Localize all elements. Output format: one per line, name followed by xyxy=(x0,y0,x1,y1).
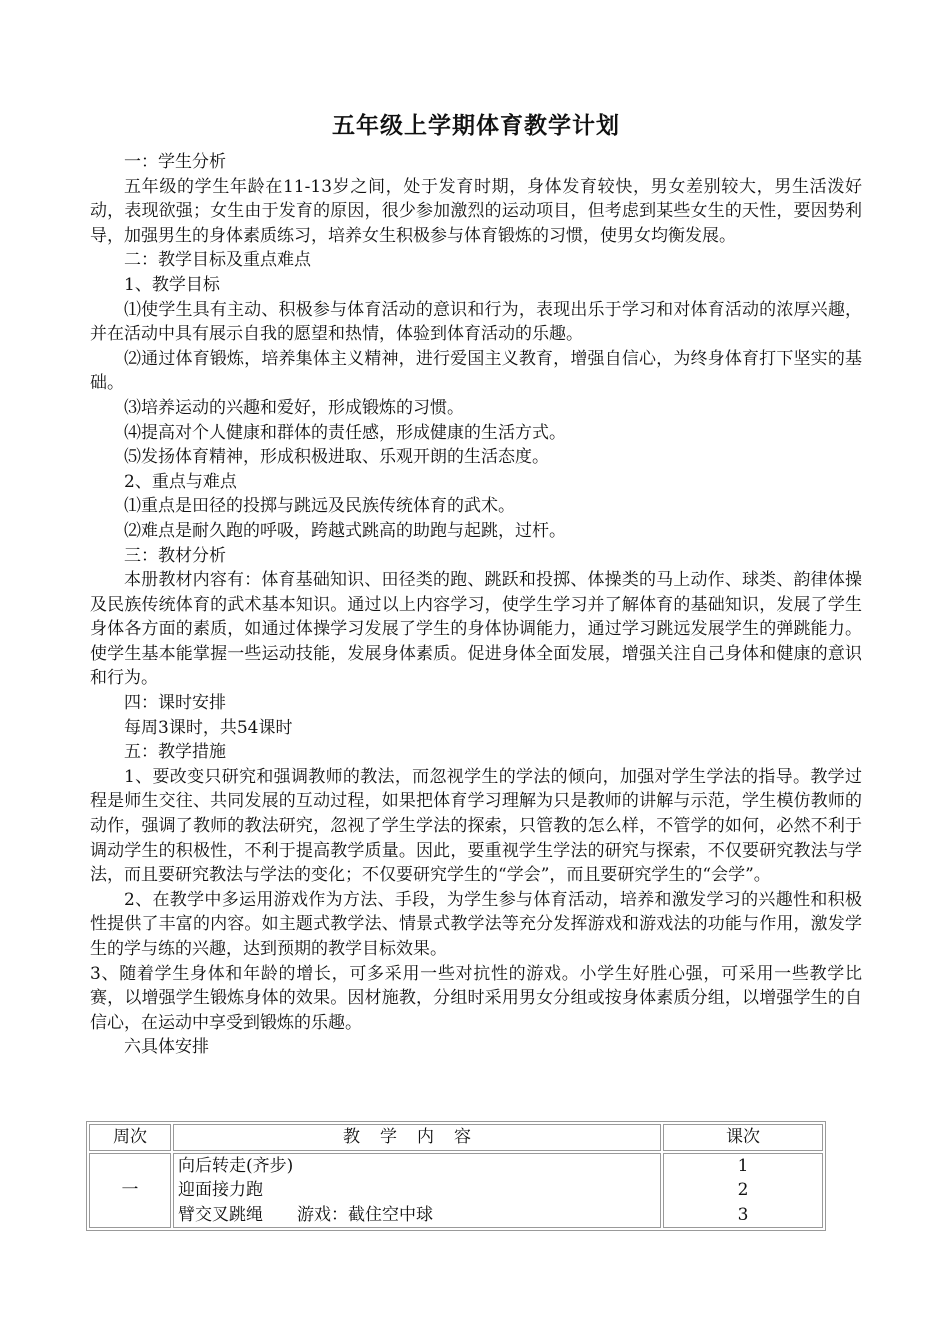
measure-item-1: 1、要改变只研究和强调教师的教法，而忽视学生的学法的倾向，加强对学生学法的指导。教学过程是师生交往、共同发展的互动过程，如果把体育学习理解为只是教师的讲解与示范，学生模仿教师的动作，强调了教师的教法研究，忽视了学生学法的探索，只管教的怎么样，不管学的如何，必然不利于调动学生的积极性，不利于提高教学质量。因此，要重视学生学法的研究与探索，不仅要研究教法与学法，而且要研究教法与学法的变化；不仅要研究学生的“学会”，而且要研究学生的“会学”。 xyxy=(90,766,862,886)
goal-item-1: ⑴使学生具有主动、积极参与体育活动的意识和行为，表现出乐于学习和对体育活动的浓厚兴趣，并在活动中具有展示自我的愿望和热情，体验到体育活动的乐趣。 xyxy=(90,299,862,345)
lesson-number: 3 xyxy=(737,1204,749,1225)
document-body xyxy=(90,150,862,1060)
key-point-1: ⑴重点是田径的投掷与跳远及民族传统体育的武术。 xyxy=(124,496,515,517)
goal-item-2: ⑵通过体育锻炼，培养集体主义精神，进行爱国主义教育，增强自信心，为终身体育打下坚实的基础。 xyxy=(90,348,862,394)
content-line: 臂交叉跳绳 游戏：截住空中球 xyxy=(178,1204,433,1225)
document-title: 五年级上学期体育教学计划 xyxy=(332,112,620,139)
table-header-row xyxy=(89,1124,823,1151)
section-heading-student-analysis: 一：学生分析 xyxy=(124,152,226,172)
content-line: 迎面接力跑 xyxy=(178,1180,263,1200)
section-heading-materials: 三：教材分析 xyxy=(124,545,226,566)
cell-contents xyxy=(173,1153,661,1229)
table-row xyxy=(89,1153,823,1229)
goal-item-5: ⑸发扬体育精神，形成积极进取、乐观开朗的生活态度。 xyxy=(124,447,549,468)
goal-item-3: ⑶培养运动的兴趣和爱好，形成锻炼的习惯。 xyxy=(124,397,464,418)
header-content: 教学内容 xyxy=(173,1124,661,1151)
document-page xyxy=(90,108,862,1060)
paragraph-materials: 本册教材内容有：体育基础知识、田径类的跑、跳跃和投掷、体操类的马上动作、球类、韵律体操及民族传统体育的武术基本知识。通过以上内容学习，使学生学习并了解体育的基础知识，发展了学生身体各方面的素质，如通过体操学习发展了学生的身体协调能力，通过学习跳远发展学生的弹跳能力。使学生基本能掌握一些运动技能，发展身体素质。促进身体全面发展，增强关注自己身体和健康的意识和行为。 xyxy=(90,570,862,689)
cell-lessons xyxy=(663,1153,823,1229)
content-line: 向后转走(齐步) xyxy=(178,1155,294,1176)
key-point-2: ⑵难点是耐久跑的呼吸，跨越式跳高的助跑与起跳，过杆。 xyxy=(124,520,566,541)
section-heading-goals: 二：教学目标及重点难点 xyxy=(124,250,311,271)
goal-item-4: ⑷提高对个人健康和群体的责任感，形成健康的生活方式。 xyxy=(124,422,566,443)
lesson-number: 1 xyxy=(737,1155,749,1176)
header-week: 周次 xyxy=(89,1124,171,1151)
paragraph-student-analysis: 五年级的学生年龄在11-13岁之间，处于发育时期，身体发育较快，男女差别较大，男生活泼好动，表现欲强；女生由于发育的原因，很少参加激烈的运动项目，但考虑到某些女生的天性，要因势利导，加强男生的身体素质练习，培养女生积极参与体育锻炼的习惯，使男女均衡发展。 xyxy=(90,176,862,246)
section-heading-measures: 五：教学措施 xyxy=(124,742,226,763)
section-heading-arrangement: 六具体安排 xyxy=(124,1037,209,1058)
subheading-teaching-goals: 1、教学目标 xyxy=(124,274,220,295)
subheading-key-points: 2、重点与难点 xyxy=(124,471,237,492)
header-lessons: 课次 xyxy=(663,1124,823,1151)
schedule-table xyxy=(86,1121,826,1231)
measure-item-3: 3、随着学生身体和年龄的增长，可多采用一些对抗性的游戏。小学生好胜心强，可采用一些教学比赛，以增强学生锻炼身体的效果。因材施教，分组时采用男女分组或按身体素质分组，以增强学生的自信心，在运动中享受到锻炼的乐趣。 xyxy=(90,963,862,1033)
paragraph-schedule: 每周3课时，共54课时 xyxy=(124,717,293,738)
cell-week: 一 xyxy=(89,1153,171,1229)
section-heading-schedule: 四：课时安排 xyxy=(124,693,226,714)
lesson-number: 2 xyxy=(737,1180,749,1200)
measure-item-2: 2、在教学中多运用游戏作为方法、手段，为学生参与体育活动，培养和激发学习的兴趣性和积极性提供了丰富的内容。如主题式教学法、情景式教学法等充分发挥游戏和游戏法的功能与作用，激发学生的学与练的兴趣，达到预期的教学目标效果。 xyxy=(90,889,862,959)
